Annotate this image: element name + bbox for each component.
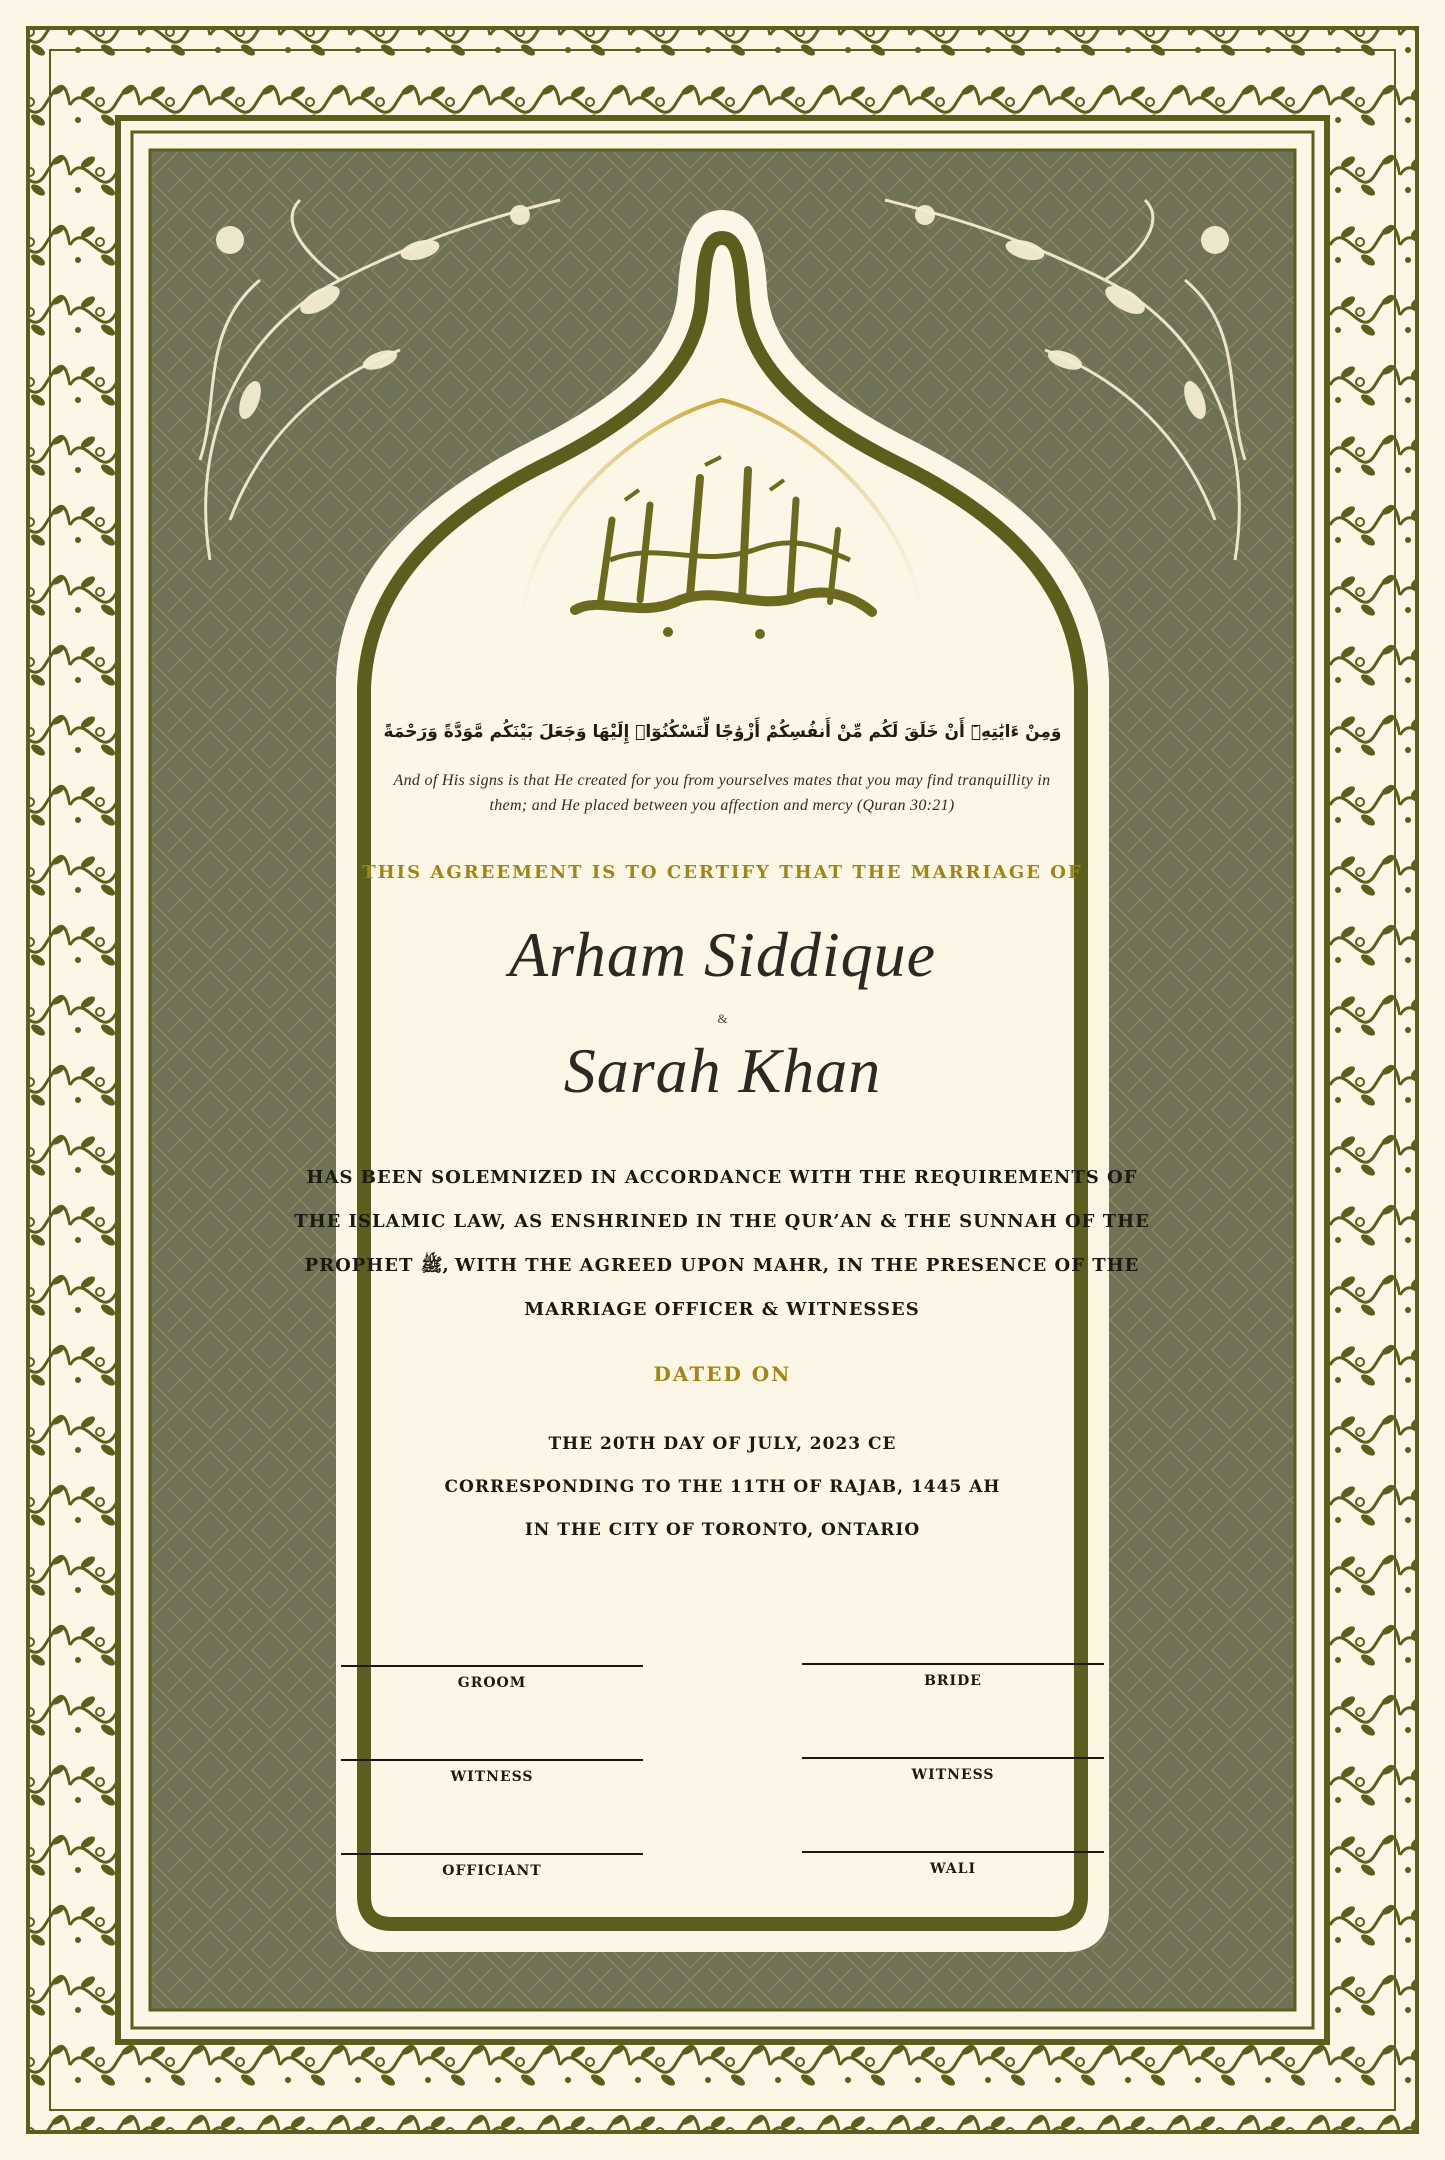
statement-line: MARRIAGE OFFICER & WITNESSES — [524, 1299, 920, 1320]
dated-heading: DATED ON — [653, 1362, 792, 1386]
hijri-date: CORRESPONDING TO THE 11TH OF RAJAB, 1445 AH — [444, 1477, 1001, 1497]
bride-name: Sarah Khan — [563, 1035, 882, 1106]
signature-label: WITNESS — [911, 1767, 995, 1783]
signature-witness-right[interactable] — [802, 1757, 1104, 1783]
signature-line — [802, 1663, 1104, 1665]
signature-line — [341, 1759, 643, 1761]
gregorian-date: THE 20TH DAY OF JULY, 2023 CE — [548, 1434, 897, 1454]
signature-label: WALI — [929, 1861, 977, 1877]
quran-verse-translation — [322, 768, 1122, 818]
signature-line — [341, 1665, 643, 1667]
statement-line: HAS BEEN SOLEMNIZED IN ACCORDANCE WITH THE REQUIREMENTS OF — [306, 1167, 1138, 1188]
signature-wali[interactable] — [802, 1851, 1104, 1877]
quran-verse-arabic: وَمِنْ ءَايَٰتِهِۦٓ أَنْ خَلَقَ لَكُم مِّنْ أَنفُسِكُمْ أَزْوَٰجًا لِّتَسْكُنُوٓا۟ إِلَيْهَا وَجَعَلَ بَيْنَكُم مَّوَدَّةً وَرَحْمَةً — [383, 722, 1062, 742]
signature-label: GROOM — [457, 1675, 527, 1691]
city-location: IN THE CITY OF TORONTO, ONTARIO — [524, 1520, 921, 1540]
signature-officiant[interactable] — [341, 1853, 643, 1879]
signature-bride[interactable] — [802, 1663, 1104, 1689]
certification-intro: THIS AGREEMENT IS TO CERTIFY THAT THE MARRIAGE OF — [362, 862, 1083, 883]
signature-label: OFFICIANT — [442, 1863, 542, 1879]
ampersand: & — [717, 1011, 728, 1026]
translation-line: them; and He placed between you affection and mercy (Quran 30:21) — [489, 797, 955, 814]
translation-line: And of His signs is that He created for you from yourselves mates that you may find tranquillity in — [393, 772, 1051, 789]
signature-line — [802, 1851, 1104, 1853]
signature-line — [341, 1853, 643, 1855]
signature-witness-left[interactable] — [341, 1759, 643, 1785]
signature-label: BRIDE — [924, 1673, 982, 1689]
statement-line: PROPHET ﷺ, WITH THE AGREED UPON MAHR, IN THE PRESENCE OF THE — [304, 1255, 1140, 1276]
signature-label: WITNESS — [450, 1769, 534, 1785]
groom-name: Arham Siddique — [508, 919, 937, 990]
statement-line: THE ISLAMIC LAW, AS ENSHRINED IN THE QUR’AN & THE SUNNAH OF THE — [294, 1211, 1150, 1232]
solemnization-statement — [292, 1156, 1152, 1332]
signature-line — [802, 1757, 1104, 1759]
signature-groom[interactable] — [341, 1665, 643, 1691]
